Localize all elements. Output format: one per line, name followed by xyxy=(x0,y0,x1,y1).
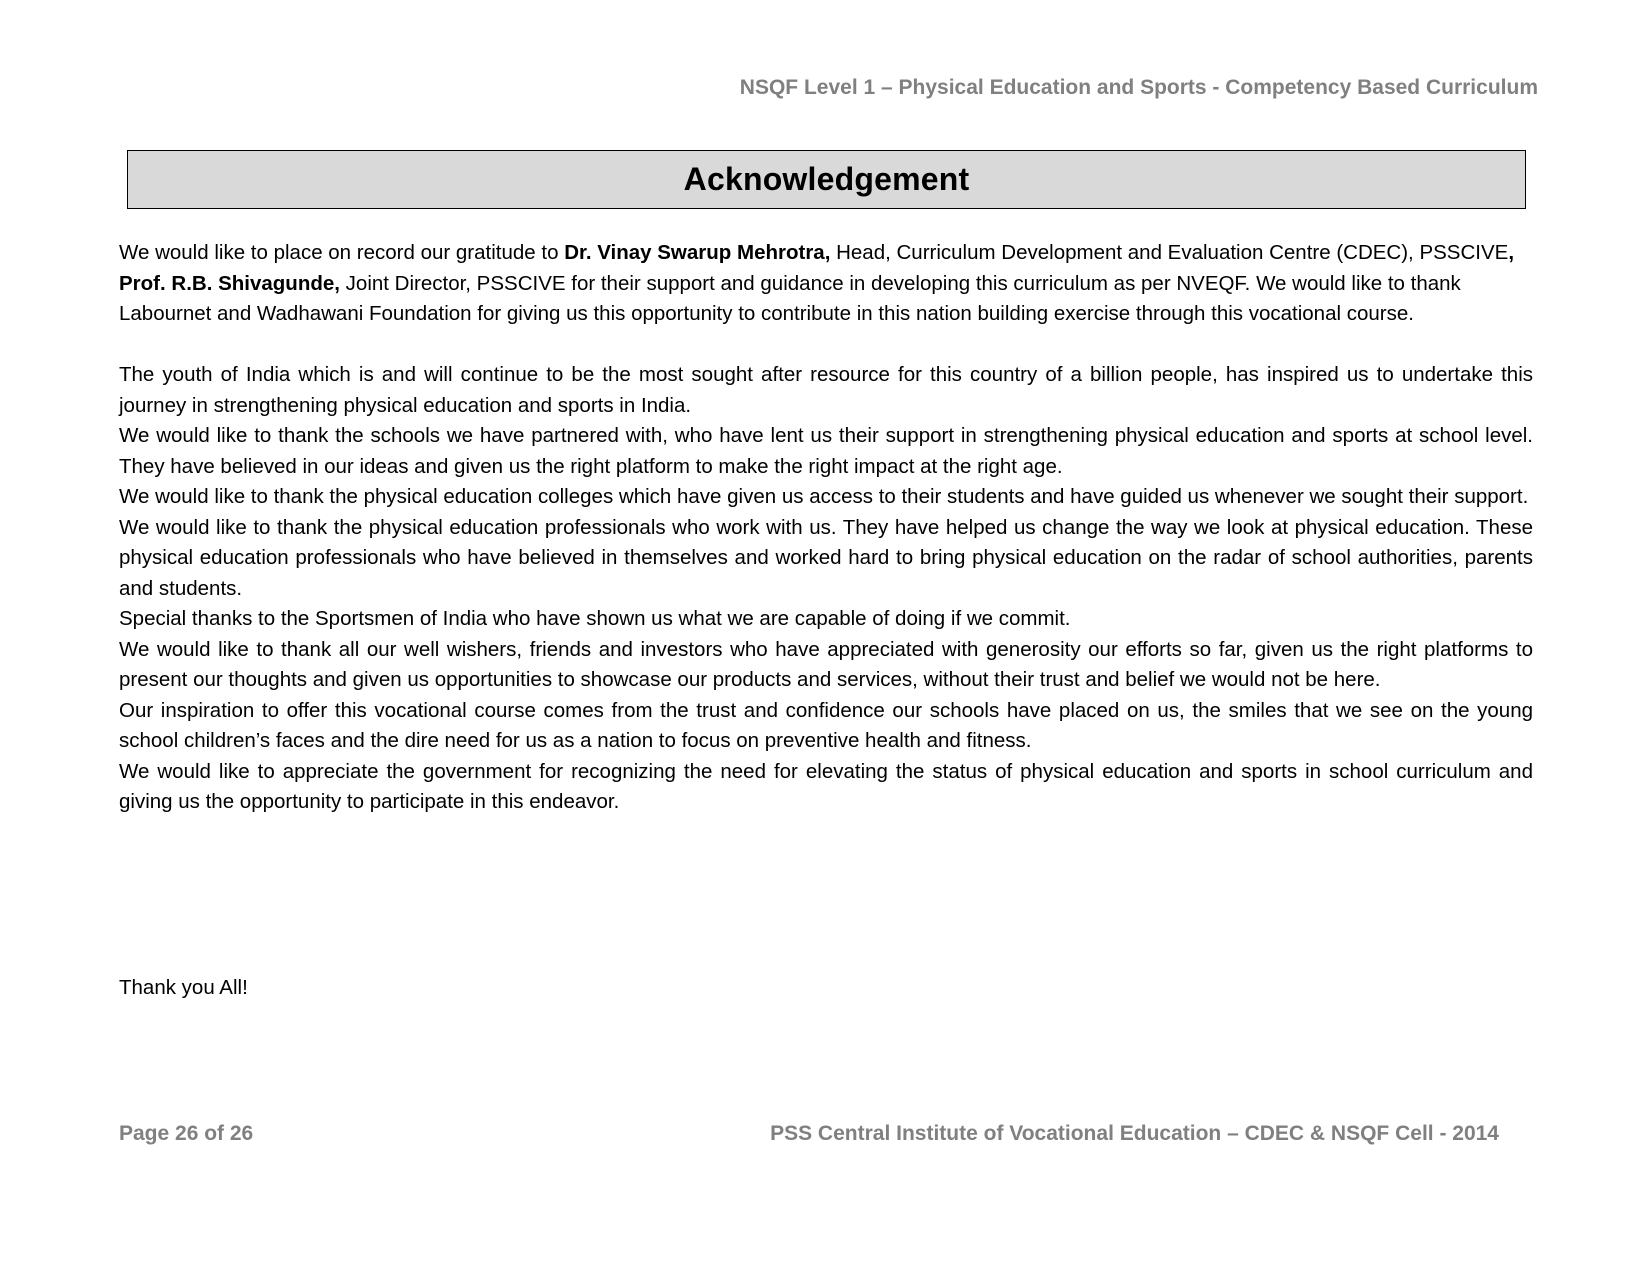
paragraph-government: We would like to appreciate the government for recognizing the need for elevating the status of physical education and sports in school curriculum and giving us the opportunity to participate in this endeavor. xyxy=(119,759,1533,813)
page-title: Acknowledgement xyxy=(683,161,970,197)
paragraph-inspiration: Our inspiration to offer this vocational course comes from the trust and confidence our schools have placed on us, the smiles that we see on the young school children’s faces and the dire need for us as a nation to focus on preventive health and fitness. xyxy=(119,698,1533,752)
paragraph-youth: The youth of India which is and will continue to be the most sought after resource for this country of a billion people, has inspired us to undertake this journey in strengthening physical education and sports in India. xyxy=(119,363,1533,417)
paragraph-well-wishers: We would like to thank all our well wishers, friends and investors who have appreciated with generosity our efforts so far, given us the right platforms to present our thoughts and given us opportunities to showcase our products and services, without their trust and belief we would not be here. xyxy=(119,637,1533,691)
footer-institute: PSS Central Institute of Vocational Education – CDEC & NSQF Cell - 2014 xyxy=(770,1122,1499,1145)
name-shivagunde: , Prof. R.B. Shivagunde, xyxy=(119,241,1515,295)
paragraph-sportsmen: Special thanks to the Sportsmen of India who have shown us what we are capable of doing if we commit. xyxy=(119,607,1071,630)
name-mehrotra: Dr. Vinay Swarup Mehrotra, xyxy=(564,241,831,264)
gratitude-text-3: Joint Director, PSSCIVE for their support and guidance in developing this curriculum as per NVEQF. We would like to thank Labournet and Wadhawani Foundation for giving us this opportunity to contribute in this nation building exercise through this vocational course. xyxy=(119,271,1461,325)
title-box xyxy=(127,150,1526,209)
body-text xyxy=(119,238,1533,818)
closing-text: Thank you All! xyxy=(119,976,248,999)
paragraph-gratitude xyxy=(119,238,1533,330)
paragraph-professionals: We would like to thank the physical education professionals who work with us. They have helped us change the way we look at physical education. These physical education professionals who have believed in themselves and worked hard to bring physical education on the radar of school authorities, parents and students. xyxy=(119,515,1533,600)
running-header: NSQF Level 1 – Physical Education and Sports - Competency Based Curriculum xyxy=(739,76,1538,99)
paragraph-schools: We would like to thank the schools we have partnered with, who have lent us their support in strengthening physical education and sports at school level. They have believed in our ideas and given us the right platform to make the right impact at the right age. xyxy=(119,424,1533,478)
page-number: Page 26 of 26 xyxy=(119,1122,254,1145)
paragraph-colleges: We would like to thank the physical education colleges which have given us access to their students and have guided us whenever we sought their support. xyxy=(119,485,1529,508)
gratitude-text-1: We would like to place on record our gratitude to xyxy=(119,241,565,264)
gratitude-text-2: Head, Curriculum Development and Evaluation Centre (CDEC), PSSCIVE xyxy=(830,241,1509,264)
